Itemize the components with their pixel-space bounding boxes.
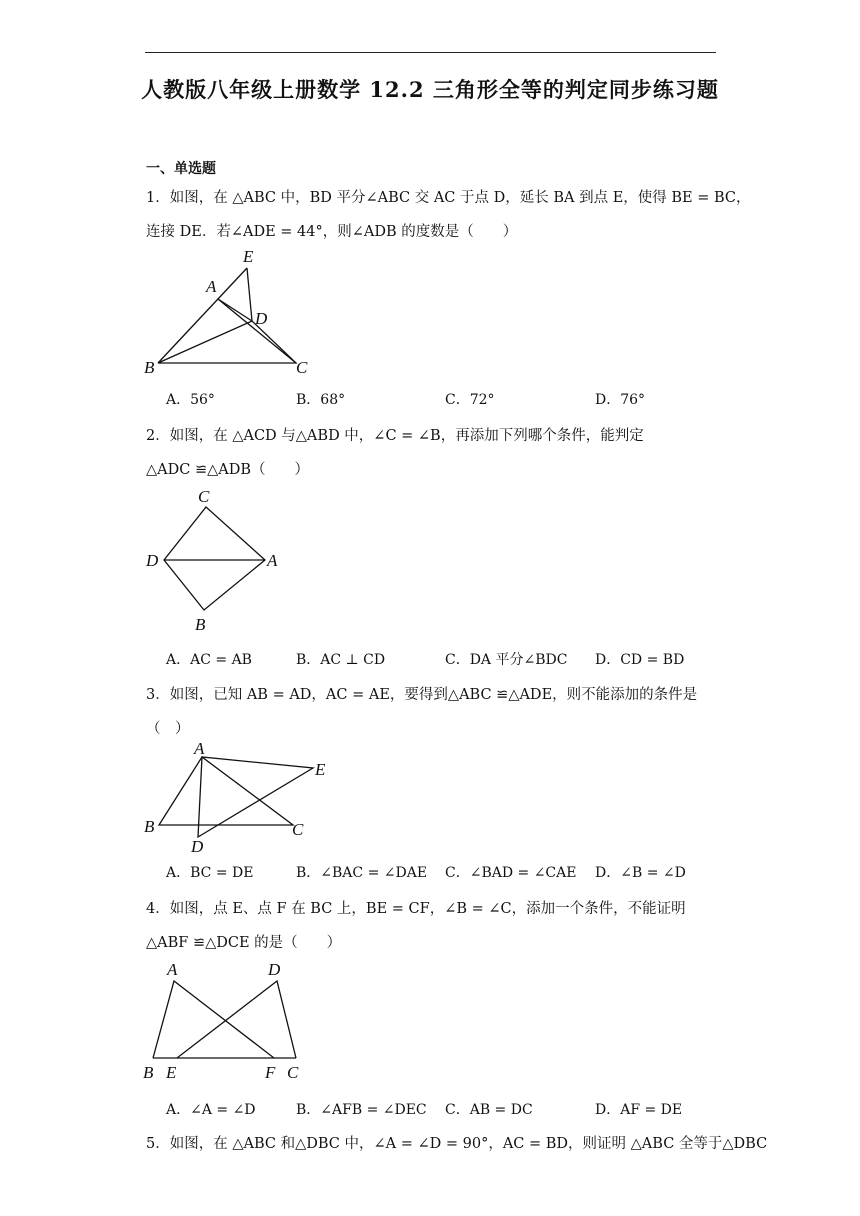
label-d: D [191,837,204,856]
label-a: A [167,960,178,979]
question-3-option-c[interactable]: C．∠BAD = ∠CAE [445,865,577,881]
label-c: C [292,820,304,839]
header-rule [145,52,716,53]
section-heading: 一、单选题 [146,161,216,177]
label-e: E [315,760,326,779]
triangle-bdc [158,321,296,363]
question-3-line-1: 3．如图，已知 AB = AD，AC = AE，要得到△ABC ≌△ADE，则不能添加的条件是 [146,687,698,703]
question-1-line-1: 1．如图，在 △ABC 中，BD 平分∠ABC 交 AC 于点 D，延长 BA 到点 E，使得 BE = BC， [146,190,751,206]
label-c: C [287,1063,299,1082]
question-2-line-2: △ADC ≌△ADB（ ） [146,462,310,478]
question-4-option-c[interactable]: C．AB = DC [445,1102,533,1118]
question-1-option-b[interactable]: B．68° [296,392,346,408]
label-f: F [265,1063,276,1082]
question-3-option-a[interactable]: A．BC = DE [166,865,254,881]
question-2-option-c[interactable]: C．DA 平分∠BDC [445,652,568,668]
question-1-line-2: 连接 DE．若∠ADE = 44°，则∠ADB 的度数是（ ） [146,224,518,240]
question-2-option-d[interactable]: D．CD = BD [595,652,685,668]
label-d: D [268,960,281,979]
segment-ad [218,299,252,321]
question-1-option-d[interactable]: D．76° [595,392,646,408]
question-4-option-a[interactable]: A．∠A = ∠D [166,1102,256,1118]
triangle-abf-sides [153,981,274,1058]
segment-be [158,268,247,363]
label-a: A [267,551,278,570]
label-b: B [195,615,206,634]
quadrilateral-cadb [164,507,265,610]
label-a: A [194,739,205,758]
question-5-line-1: 5．如图，在 △ABC 和△DBC 中，∠A = ∠D = 90°，AC = BD，则证明 △ABC 全等于△DBC [146,1136,768,1152]
question-4-line-1: 4．如图，点 E、点 F 在 BC 上，BE = CF，∠B = ∠C，添加一个条件，不能证明 [146,901,686,917]
page-title: 人教版八年级上册数学 12.2 三角形全等的判定同步练习题 [141,77,719,102]
question-2-option-a[interactable]: A．AC = AB [166,652,252,668]
question-1-option-a[interactable]: A．56° [166,392,215,408]
label-e: E [243,247,254,266]
label-d: D [146,551,159,570]
question-3-option-b[interactable]: B．∠BAC = ∠DAE [296,865,428,881]
question-4-line-2: △ABF ≌△DCE 的是（ ） [146,935,342,951]
question-1-option-c[interactable]: C．72° [445,392,495,408]
label-e: E [166,1063,177,1082]
triangle-abc [159,757,293,825]
question-2-line-1: 2．如图，在 △ACD 与△ABD 中，∠C = ∠B，再添加下列哪个条件，能判定 [146,428,644,444]
label-d: D [255,309,268,328]
triangle-dce-sides [177,981,296,1058]
label-c: C [296,358,308,377]
label-c: C [198,487,210,506]
question-4-option-d[interactable]: D．AF = DE [595,1102,683,1118]
label-b: B [143,1063,154,1082]
question-3-option-d[interactable]: D．∠B = ∠D [595,865,686,881]
label-a: A [206,277,217,296]
segment-ed [247,268,252,321]
label-b: B [144,817,155,836]
question-4-option-b[interactable]: B．∠AFB = ∠DEC [296,1102,427,1118]
question-3-line-2: （ ） [146,721,190,737]
label-b: B [144,358,155,377]
question-2-option-b[interactable]: B．AC ⊥ CD [296,652,386,668]
